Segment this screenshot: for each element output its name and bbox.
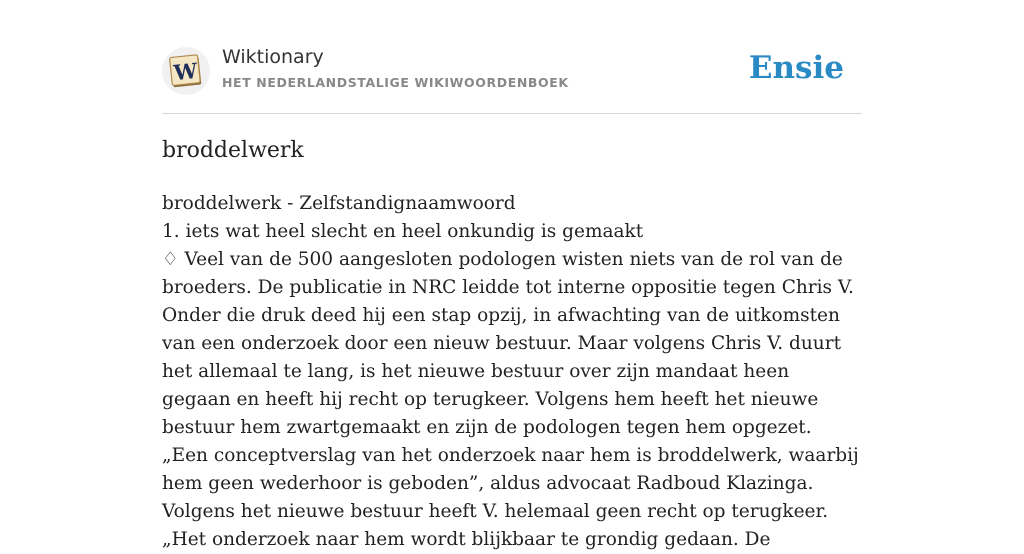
- wiktionary-logo-icon[interactable]: [162, 47, 210, 95]
- site-name[interactable]: Wiktionary: [222, 46, 324, 68]
- page-title: broddelwerk: [162, 138, 304, 163]
- entry-example: ♢ Veel van de 500 aangesloten podologen wisten niets van de rol van de broeders. De publicatie in NRC leidde tot interne oppositie tegen Chris V. Onder die druk deed hij een stap opzij, in afwachting van de uitkomsten van een onderzoek door een nieuw bestuur. Maar volgens Chris V. duurt het allemaal te lang, is het nieuwe bestuur over zijn mandaat heen gegaan en heeft hij recht op terugkeer. Volgens hem heeft het nieuwe bestuur hem zwartgemaakt en zijn de podologen tegen hem opgezet. „Een conceptverslag van het onderzoek naar hem is broddelwerk, waarbij hem geen wederhoor is geboden”, aldus advocaat Radboud Klazinga. Volgens het nieuwe bestuur heeft V. helemaal geen recht op terugkeer. „Het onderzoek naar hem wordt blijkbaar te grondig gedaan. De: [162, 249, 859, 550]
- entry-heading: broddelwerk - Zelfstandignaamwoord: [162, 193, 516, 214]
- page: [162, 0, 862, 550]
- wiktionary-w-icon: [162, 47, 210, 95]
- ensie-brand-logo[interactable]: Ensie: [748, 50, 844, 86]
- site-tagline: HET NEDERLANDSTALIGE WIKIWOORDENBOEK: [222, 75, 569, 90]
- svg-text:W: W: [172, 57, 199, 86]
- site-header: [162, 0, 862, 114]
- entry-definition: 1. iets wat heel slecht en heel onkundig is gemaakt: [162, 221, 644, 242]
- dictionary-entry: [162, 190, 862, 554]
